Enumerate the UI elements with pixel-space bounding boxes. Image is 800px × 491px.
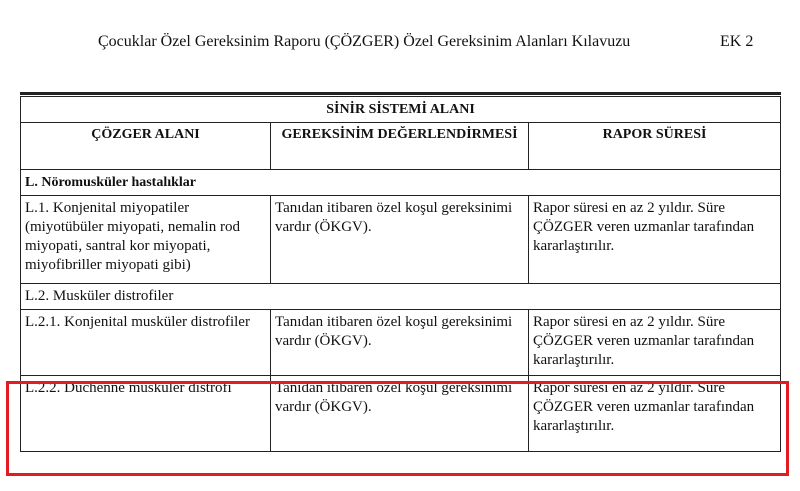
requirements-table — [20, 96, 781, 452]
section-title: SİNİR SİSTEMİ ALANI — [21, 97, 781, 123]
cell-need: Tanıdan itibaren özel koşul gereksinimi vardır (ÖKGV). — [271, 376, 529, 452]
subgroup-title: L.2. Musküler distrofiler — [21, 284, 781, 310]
column-header-duration: RAPOR SÜRESİ — [529, 123, 781, 170]
cell-duration: Rapor süresi en az 2 yıldır. Süre ÇÖZGER veren uzmanlar tarafından kararlaştırılır. — [529, 376, 781, 452]
cell-duration: Rapor süresi en az 2 yıldır. Süre ÇÖZGER veren uzmanlar tarafından kararlaştırılır. — [529, 310, 781, 376]
document-title: Çocuklar Özel Gereksinim Raporu (ÇÖZGER) Özel Gereksinim Alanları Kılavuzu — [98, 33, 631, 50]
cell-need: Tanıdan itibaren özel koşul gereksinimi vardır (ÖKGV). — [271, 310, 529, 376]
table-row — [21, 196, 781, 284]
column-header-area: ÇÖZGER ALANI — [21, 123, 271, 170]
table-row — [21, 310, 781, 376]
group-title: L. Nöromusküler hastalıklar — [21, 170, 781, 196]
cell-area: L.1. Konjenital miyopatiler (miyotübüler miyopati, nemalin rod miyopati, santral kor miyopati, miyofibriller miyopati gibi) — [21, 196, 271, 284]
annex-label: EK 2 — [720, 33, 754, 50]
cell-need: Tanıdan itibaren özel koşul gereksinimi vardır (ÖKGV). — [271, 196, 529, 284]
document-header — [0, 33, 800, 55]
table-row — [21, 376, 781, 452]
cell-area: L.2.1. Konjenital musküler distrofiler — [21, 310, 271, 376]
group-row — [21, 170, 781, 196]
subgroup-row — [21, 284, 781, 310]
cell-duration: Rapor süresi en az 2 yıldır. Süre ÇÖZGER veren uzmanlar tarafından kararlaştırılır. — [529, 196, 781, 284]
column-header-row — [21, 123, 781, 170]
cell-area: L.2.2. Duchenne musküler distrofi — [21, 376, 271, 452]
section-row — [21, 97, 781, 123]
table-top-rule — [20, 92, 781, 95]
column-header-need: GEREKSİNİM DEĞERLENDİRMESİ — [271, 123, 529, 170]
